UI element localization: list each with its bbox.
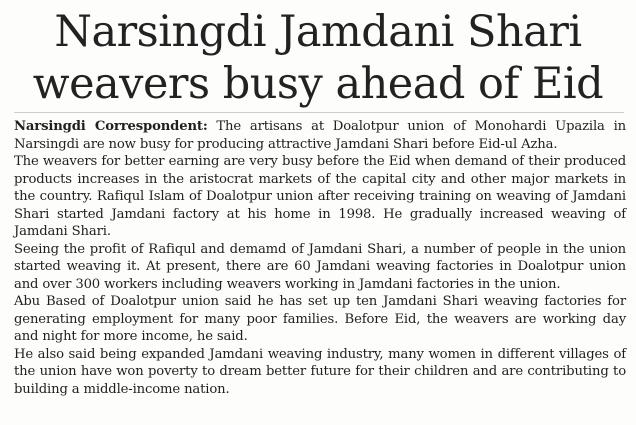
paragraph-4: He also said being expanded Jamdani weaving industry, many women in different villages of the union have won poverty to dream better future for their children and are contributing to building a middle-income nation. — [14, 346, 626, 397]
article-body — [14, 118, 626, 398]
paragraph-3: Abu Based of Doalotpur union said he has set up ten Jamdani Shari weaving factories for generating employment for many poor families. Before Eid, the weavers are working day and night for more income, he said. — [14, 294, 626, 344]
headline-divider — [14, 112, 624, 113]
paragraph-2: Seeing the profit of Rafiqul and demamd of Jamdani Shari, a number of people in the union started weaving it. At present, there are 60 Jamdani weaving factories in Doalotpur union and over 300 workers including weavers working in Jamdani factories in the union. — [14, 241, 626, 292]
lead-text: The artisans at Doalotpur union of Monohardi Upazila in Narsingdi are now busy for producing attractive Jamdani Shari before Eid-ul Azha. — [14, 119, 626, 152]
lead-paragraph — [14, 118, 626, 153]
headline-line-2: weavers busy ahead of Eid — [32, 59, 604, 109]
dateline: Narsingdi Correspondent: — [14, 119, 208, 134]
headline-line-1: Narsingdi Jamdani Shari — [54, 7, 582, 57]
headline — [0, 0, 636, 110]
paragraph-1: The weavers for better earning are very busy before the Eid when demand of their produced products increases in the aristocrat markets of the capital city and other major markets in the country. Rafiqul Islam of Doalotpur union after receiving training on weaving of Jamdani Shari started Jamdani factory at his home in 1998. He gradually increased weaving of Jamdani Shari. — [14, 154, 626, 239]
